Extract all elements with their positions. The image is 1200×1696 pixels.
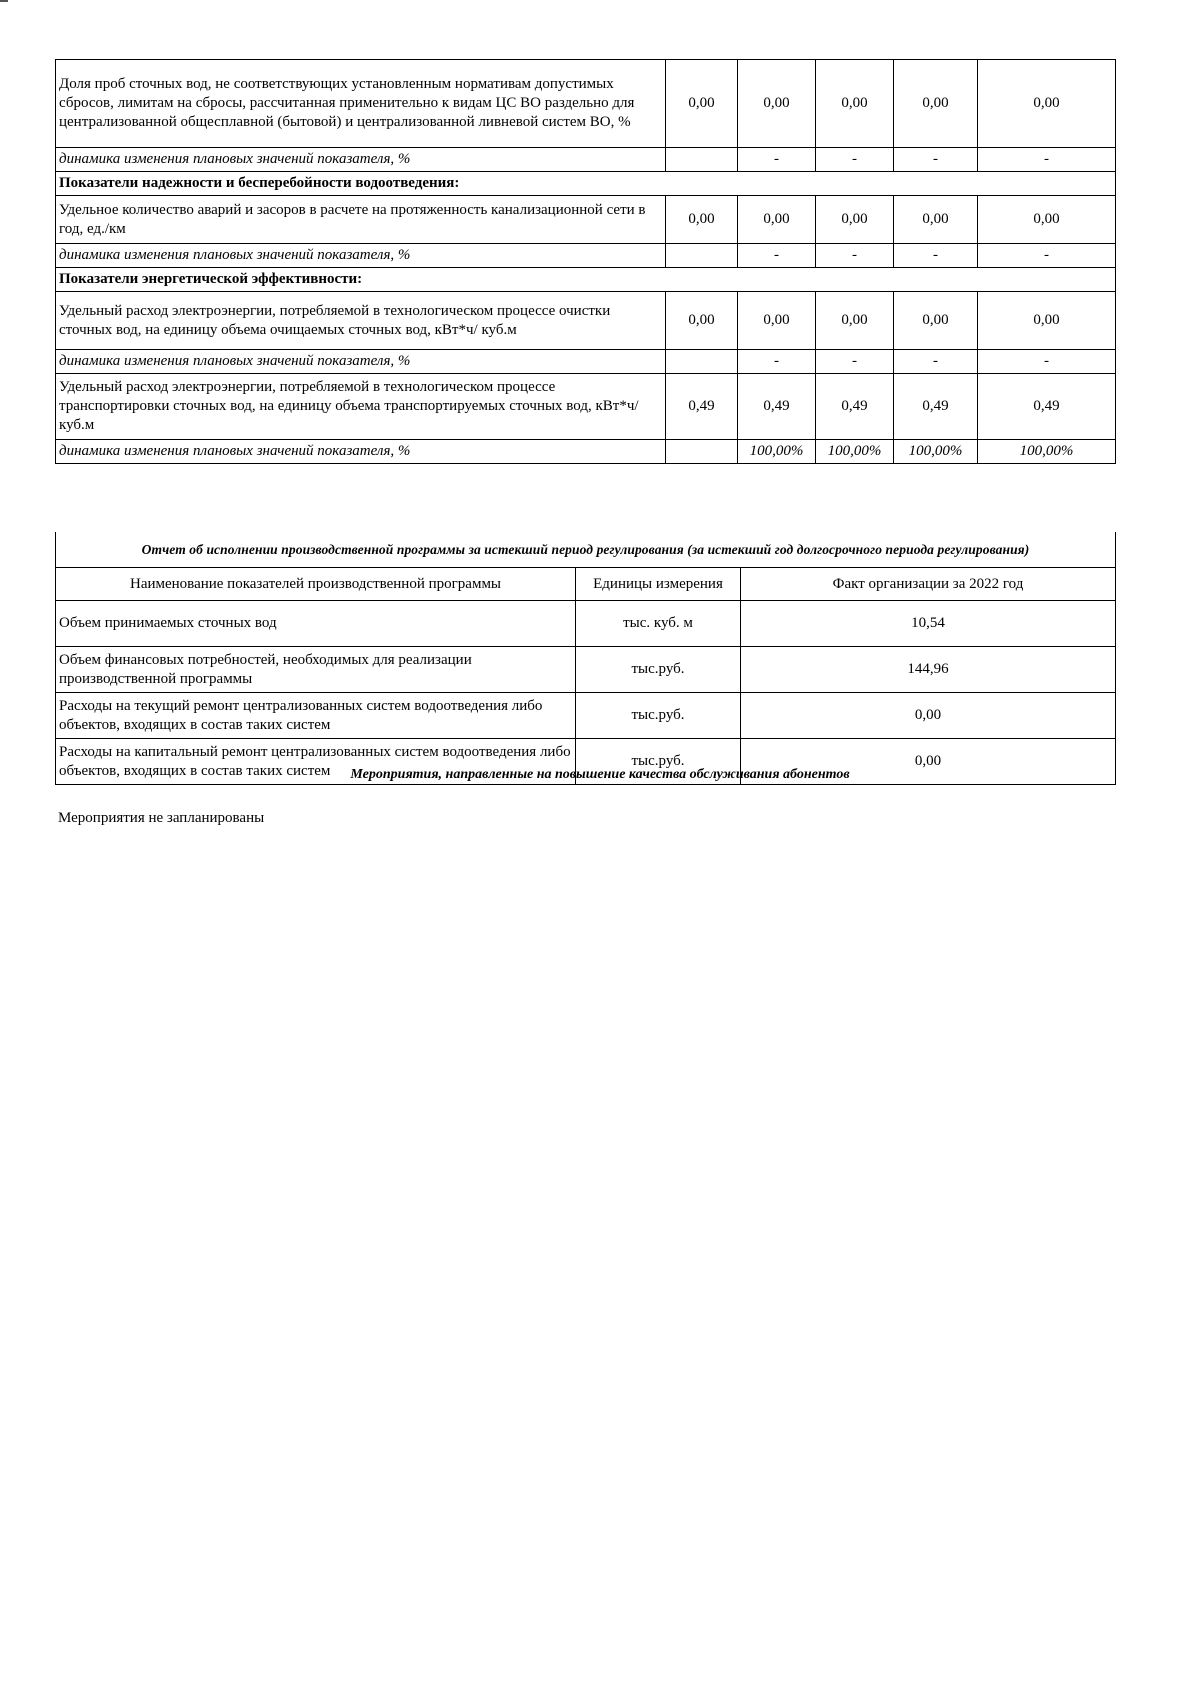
header-fact: Факт организации за 2022 год [741,568,1116,601]
section-row [56,268,1116,292]
report-header-row [56,568,1116,601]
measures-heading: Мероприятия, направленные на повышение качества обслуживания абонентов [350,767,850,782]
report-row-name: Объем финансовых потребностей, необходимых для реализации производственной программы [56,647,576,693]
report-row-fact: 10,54 [741,601,1116,647]
indicator-row [56,292,1116,350]
report-row-fact: 144,96 [741,647,1116,693]
value-cell: - [894,244,978,268]
header-units: Единицы измерения [576,568,741,601]
value-cell: - [978,244,1116,268]
value-cell: 0,00 [666,196,738,244]
value-cell: - [816,350,894,374]
indicator-row [56,196,1116,244]
report-row [56,647,1116,693]
value-cell: 0,00 [978,60,1116,148]
value-cell: 0,00 [894,196,978,244]
value-cell [666,148,738,172]
report-caption-row [56,532,1116,568]
value-cell: - [894,148,978,172]
value-cell: 100,00% [816,440,894,464]
dynamic-label: динамика изменения плановых значений показателя, % [56,350,666,374]
indicator-label: Удельный расход электроэнергии, потребляемой в технологическом процессе транспортировки сточных вод, на единицу объема транспортируемых сточных вод, кВт*ч/ куб.м [56,374,666,440]
dynamic-row [56,148,1116,172]
indicator-row [56,60,1116,148]
report-row-fact: 0,00 [741,693,1116,739]
value-cell: 0,00 [738,196,816,244]
value-cell: 0,00 [666,60,738,148]
value-cell: - [816,244,894,268]
value-cell: 0,00 [816,60,894,148]
value-cell: - [738,350,816,374]
value-cell: 0,00 [738,60,816,148]
section-title: Показатели надежности и бесперебойности водоотведения: [56,172,1116,196]
header-indicator-name: Наименование показателей производственной программы [56,568,576,601]
value-cell: 0,49 [666,374,738,440]
value-cell: 0,00 [816,292,894,350]
dynamic-label: динамика изменения плановых значений показателя, % [56,148,666,172]
value-cell: - [738,148,816,172]
section-title: Показатели энергетической эффективности: [56,268,1116,292]
report-row [56,693,1116,739]
dynamic-label: динамика изменения плановых значений показателя, % [56,244,666,268]
dynamic-label: динамика изменения плановых значений показателя, % [56,440,666,464]
scan-corner-mark [0,0,8,2]
measures-text: Мероприятия не запланированы [58,810,265,826]
value-cell: 0,00 [894,60,978,148]
indicator-row [56,374,1116,440]
indicator-label: Удельный расход электроэнергии, потребляемой в технологическом процессе очистки сточных вод, на единицу объема очищаемых сточных вод, кВт*ч/ куб.м [56,292,666,350]
indicators-table [55,59,1116,464]
value-cell: 100,00% [738,440,816,464]
value-cell: 0,00 [738,292,816,350]
value-cell: 0,49 [894,374,978,440]
value-cell: 0,00 [978,292,1116,350]
value-cell: - [738,244,816,268]
value-cell [666,350,738,374]
value-cell: 0,49 [738,374,816,440]
value-cell: - [816,148,894,172]
report-row-unit: тыс.руб. [576,739,741,785]
value-cell: - [894,350,978,374]
dynamic-row [56,350,1116,374]
report-row-name: Расходы на капитальный ремонт централизованных систем водоотведения либо объектов, входящих в состав таких систем [56,739,576,785]
dynamic-row [56,244,1116,268]
report-row-unit: тыс. куб. м [576,601,741,647]
indicator-label: Доля проб сточных вод, не соответствующих установленным нормативам допустимых сбросов, лимитам на сбросы, рассчитанная применительно к видам ЦС ВО раздельно для централизованной общесплавной (бытовой) и централизованной ливневой систем ВО, % [56,60,666,148]
report-row-name: Объем принимаемых сточных вод [56,601,576,647]
report-row [56,601,1116,647]
indicator-label: Удельное количество аварий и засоров в расчете на протяженность канализационной сети в год, ед./км [56,196,666,244]
report-caption: Отчет об исполнении производственной программы за истекший период регулирования (за истекший год долгосрочного периода регулирования) [56,532,1116,568]
value-cell [666,244,738,268]
value-cell: 0,00 [666,292,738,350]
value-cell: 100,00% [978,440,1116,464]
value-cell: 0,49 [978,374,1116,440]
value-cell: 0,49 [816,374,894,440]
value-cell: - [978,350,1116,374]
report-row-unit: тыс.руб. [576,693,741,739]
value-cell: 0,00 [894,292,978,350]
value-cell: 0,00 [978,196,1116,244]
report-row-unit: тыс.руб. [576,647,741,693]
value-cell: - [978,148,1116,172]
value-cell [666,440,738,464]
report-row-fact: 0,00 [741,739,1116,785]
report-row-name: Расходы на текущий ремонт централизованных систем водоотведения либо объектов, входящих в состав таких систем [56,693,576,739]
dynamic-row [56,440,1116,464]
value-cell: 100,00% [894,440,978,464]
section-row [56,172,1116,196]
report-table [55,532,1116,785]
value-cell: 0,00 [816,196,894,244]
